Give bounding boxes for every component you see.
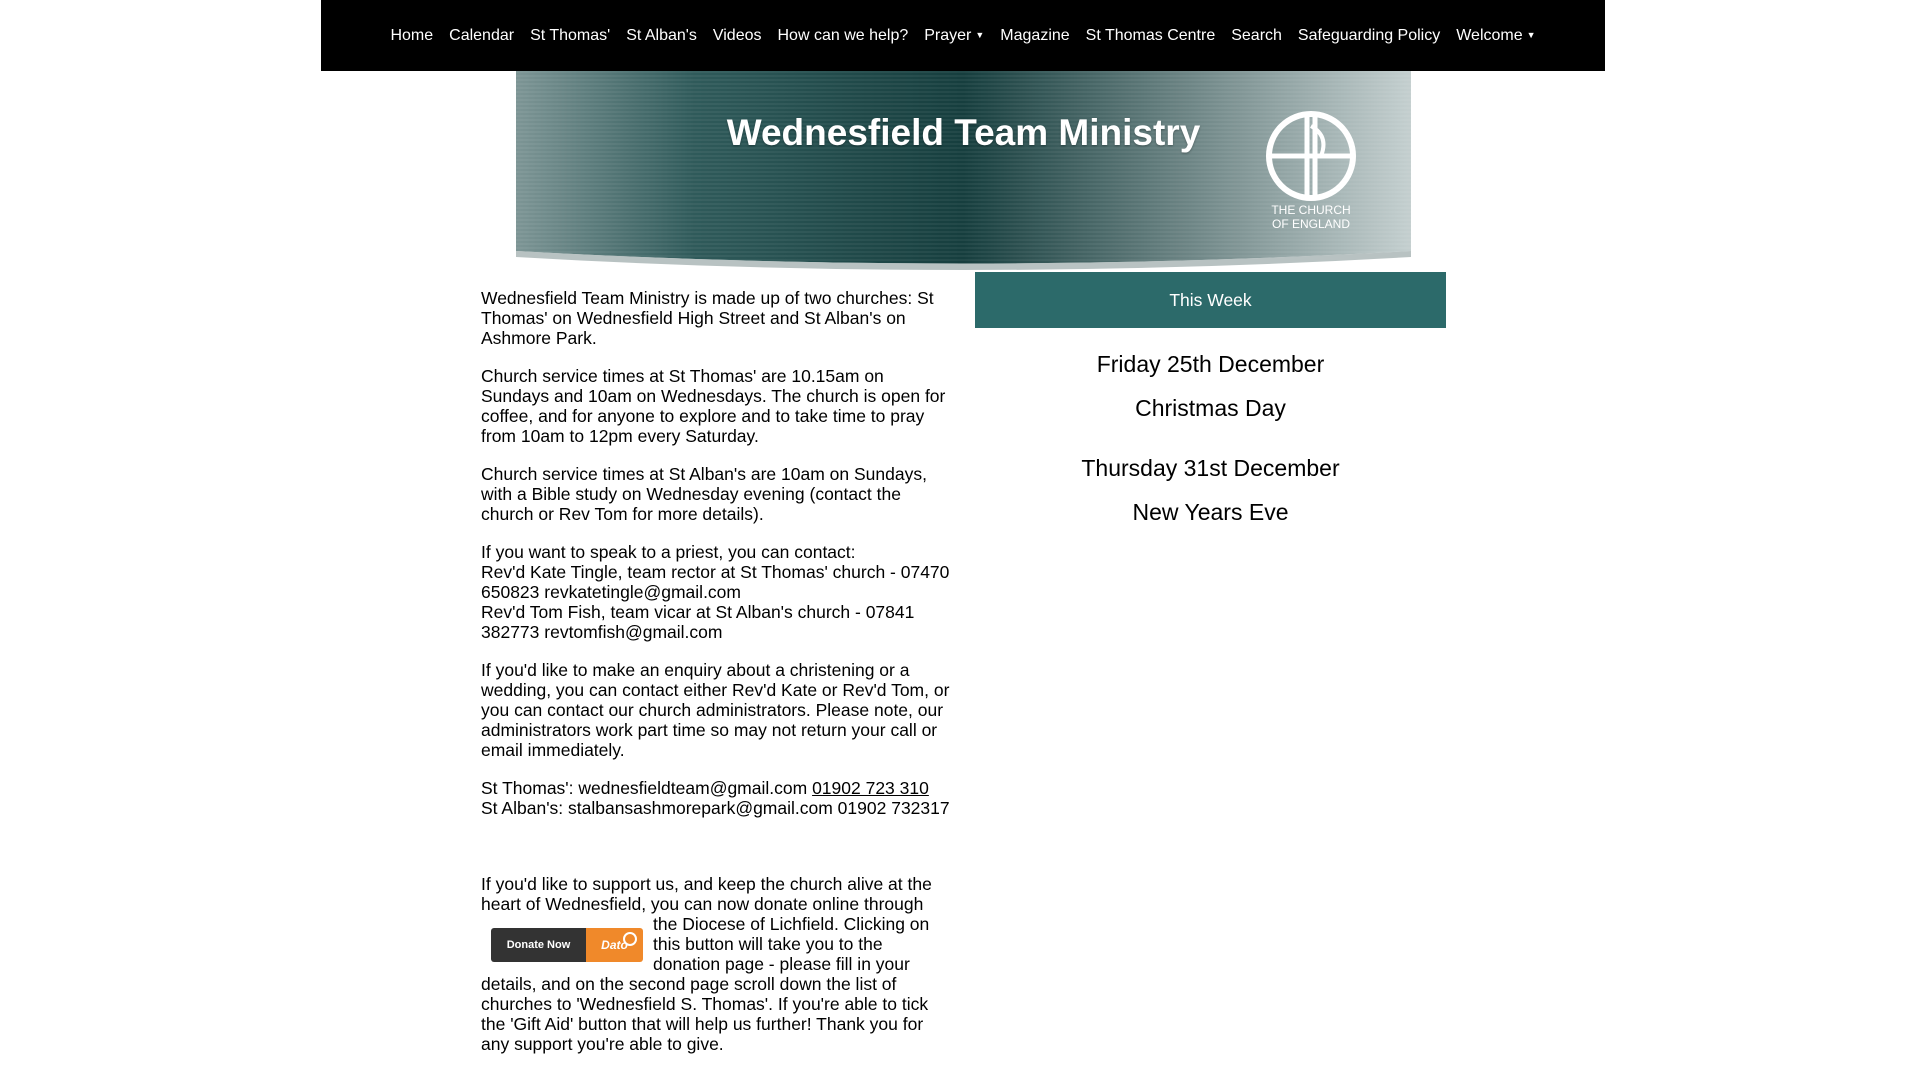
dato-logo — [586, 928, 643, 962]
nav-item-welcome[interactable] — [1448, 27, 1543, 45]
donate-label: Donate Now — [491, 928, 586, 962]
event-name: Christmas Day — [1135, 395, 1286, 421]
nav-item-how-can-we-help[interactable] — [770, 27, 917, 45]
event-item — [975, 446, 1446, 534]
nav-item-videos[interactable] — [705, 27, 770, 45]
header-banner — [516, 71, 1411, 273]
donate-intro-rest: the Diocese of Lichfield. Clicking on this button will take you to the donation page - please fill in your details, and on the second page scroll down the list of churches to 'Wednesfield S. Thomas'. If you're able to tick the 'Gift Aid' button that will help us further! Thank you for any support you're able to give. — [481, 914, 930, 1054]
church-of-england-logo — [1261, 106, 1361, 231]
sun-icon — [623, 932, 637, 946]
priest-contacts — [481, 542, 951, 642]
nav-list — [382, 27, 1543, 45]
nav-item-label: Calendar — [449, 26, 515, 44]
nav-item-label: St Thomas Centre — [1085, 26, 1216, 44]
event-date: Thursday 31st December — [1081, 455, 1340, 481]
nav-item-label: St Thomas' — [530, 26, 611, 44]
enquiry-paragraph: If you'd like to make an enquiry about a christening or a wedding, you can contact either Rev'd Kate or Rev'd Tom, or you can contact our church administrators. Please note, our administrators work part time so may not return your call or email immediately. — [481, 660, 950, 760]
st-albans-times: Church service times at St Alban's are 10am on Sundays, with a Bible study on Wednesday evening (contact the church or Rev Tom for more details). — [481, 464, 927, 524]
nav-item-label: How can we help? — [777, 26, 909, 44]
nav-item-label: Welcome — [1456, 26, 1523, 44]
nav-item-magazine[interactable] — [992, 27, 1077, 45]
event-item — [975, 342, 1446, 430]
dato-brand: Dato — [601, 938, 628, 952]
nav-item-label: Videos — [712, 26, 762, 44]
intro-paragraph: Wednesfield Team Ministry is made up of two churches: St Thomas' on Wednesfield High Street and St Alban's on Ashmore Park. — [481, 288, 934, 348]
st-thomas-phone-link[interactable]: 01902 723 310 — [812, 778, 929, 798]
church-contacts — [481, 778, 951, 818]
spacer — [481, 836, 951, 874]
this-week-sidebar — [975, 272, 1446, 534]
event-date: Friday 25th December — [1096, 351, 1325, 377]
nav-item-label: Search — [1231, 26, 1282, 44]
logo-text-line1: THE CHURCH — [1271, 203, 1351, 217]
donate-now-button[interactable] — [491, 928, 643, 962]
donate-paragraph — [481, 874, 951, 1054]
nav-item-label: St Alban's — [626, 26, 697, 44]
nav-item-label: Magazine — [1000, 26, 1070, 44]
nav-item-label: Safeguarding Policy — [1297, 26, 1441, 44]
st-albans-contact: St Alban's: stalbansashmorepark@gmail.com 01902 732317 — [481, 798, 950, 818]
nav-item-home[interactable] — [382, 27, 441, 45]
site-title: Wednesfield Team Ministry — [726, 112, 1201, 153]
dropdown-caret-icon: ▼ — [975, 30, 985, 41]
nav-item-calendar[interactable] — [441, 27, 522, 45]
nav-item-st-thomas[interactable] — [522, 27, 618, 45]
priest-kate: Rev'd Kate Tingle, team rector at St Thomas' church - 07470 650823 revkatetingle@gmail.com — [481, 562, 950, 602]
sidebar-title: This Week — [975, 272, 1446, 328]
st-thomas-contact: St Thomas': wednesfieldteam@gmail.com — [481, 778, 813, 798]
donate-intro-lead: If you'd like to support us, and keep the church alive at the heart of Wednesfield, you can now donate online through — [481, 874, 932, 914]
logo-text-line2: OF ENGLAND — [1271, 217, 1351, 231]
nav-item-st-thomas-centre[interactable] — [1078, 27, 1224, 45]
top-nav — [321, 0, 1605, 71]
nav-item-safeguarding-policy[interactable] — [1290, 27, 1448, 45]
main-content — [481, 288, 951, 1072]
st-thomas-times: Church service times at St Thomas' are 10.15am on Sundays and 10am on Wednesdays. The church is open for coffee, and for anyone to explore and to take time to pray from 10am to 12pm every Saturday. — [481, 366, 946, 446]
event-name: New Years Eve — [1132, 499, 1289, 525]
priest-tom: Rev'd Tom Fish, team vicar at St Alban's church - 07841 382773 revtomfish@gmail.com — [481, 602, 915, 642]
nav-item-label: Prayer — [924, 26, 972, 44]
nav-item-st-alban-s[interactable] — [618, 27, 705, 45]
nav-item-prayer[interactable] — [916, 27, 992, 45]
dropdown-caret-icon: ▼ — [1526, 30, 1536, 41]
nav-item-search[interactable] — [1223, 27, 1290, 45]
nav-item-label: Home — [390, 26, 434, 44]
priest-intro: If you want to speak to a priest, you can contact: — [481, 542, 856, 562]
